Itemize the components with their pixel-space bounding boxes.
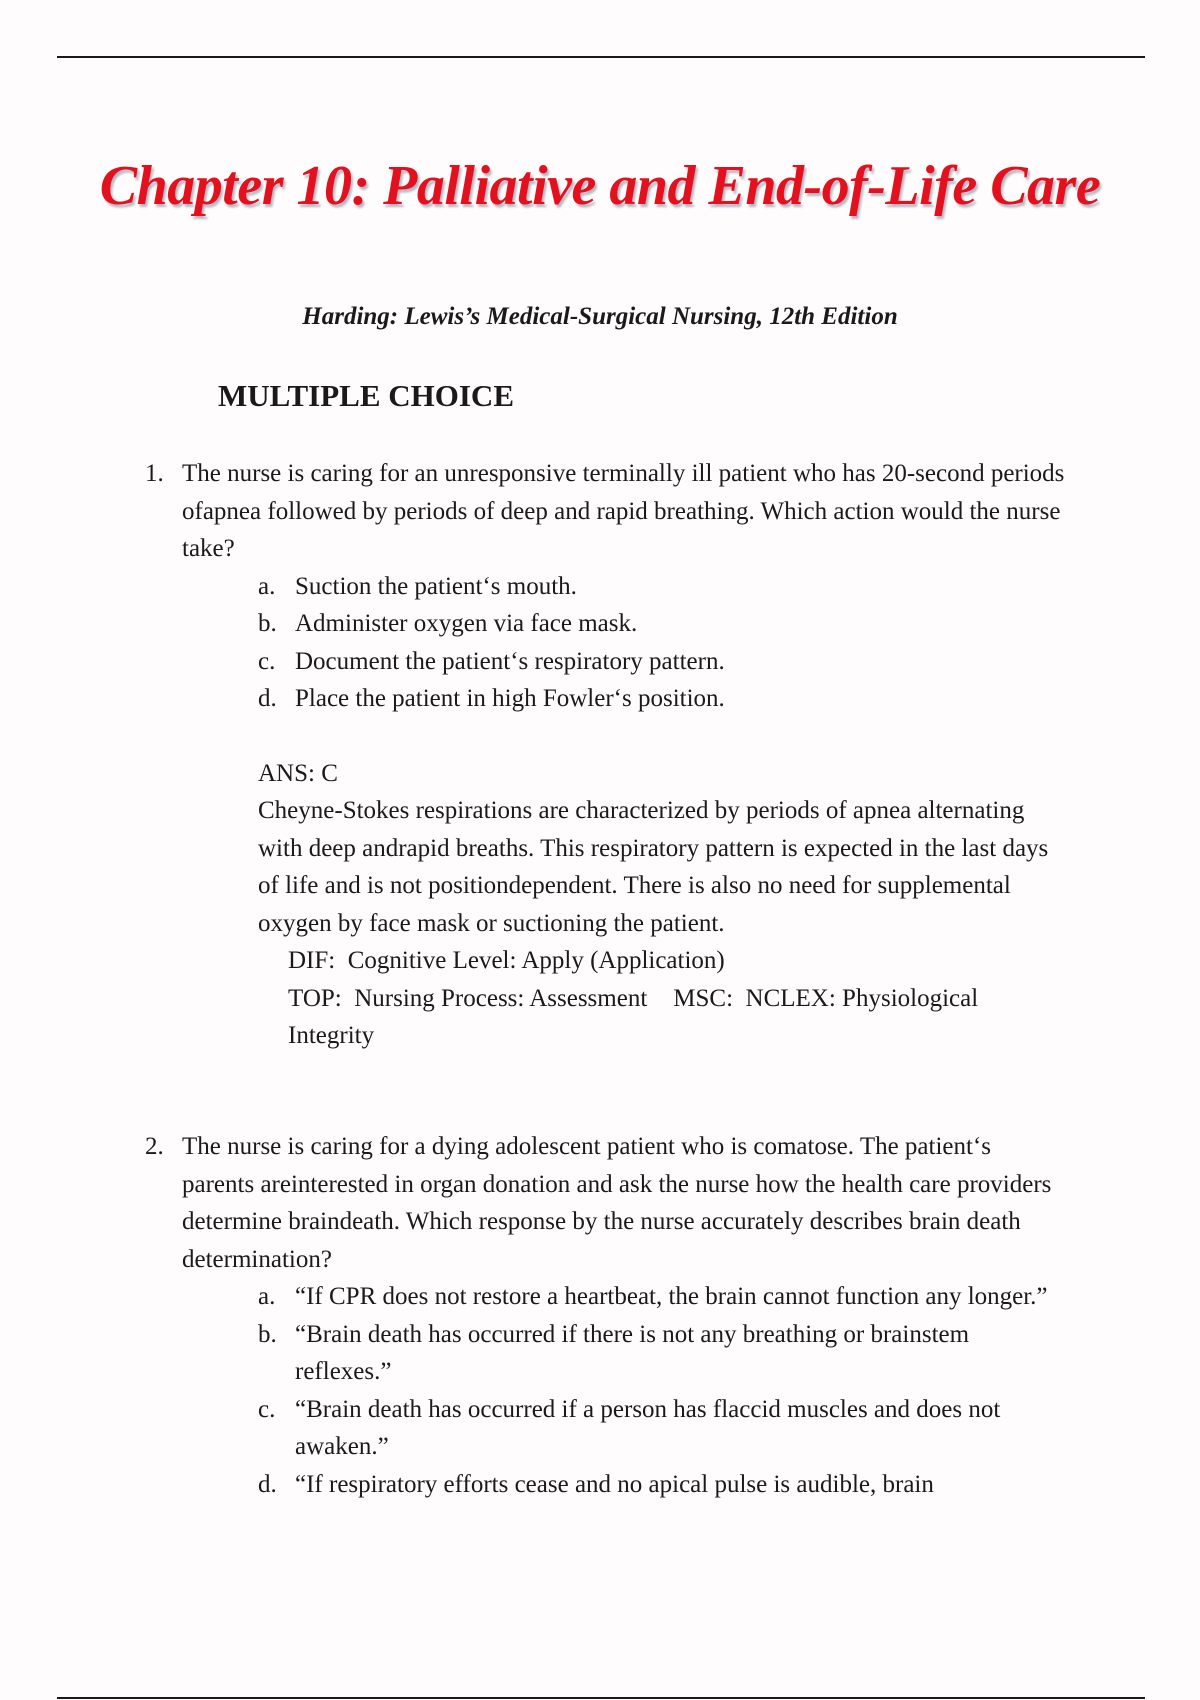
option-c bbox=[258, 1391, 1065, 1466]
option-b bbox=[258, 605, 1065, 643]
option-letter: a. bbox=[258, 1283, 276, 1310]
option-text: Administer oxygen via face mask. bbox=[295, 610, 638, 637]
option-letter: c. bbox=[258, 647, 276, 675]
msc-category: MSC: NCLEX: Physiological Integrity bbox=[288, 984, 985, 1049]
answer-rationale: Cheyne-Stokes respirations are characterized by periods of apnea alternating with deep andrapid breaths. This respiratory pattern is expected in the last days of life and is not positiondependent. There is also no need for supplemental oxygen by face mask or suctioning the patient. bbox=[258, 797, 1049, 937]
question-text: The nurse is caring for an unresponsive terminally ill patient who has 20-second periods ofapnea followed by periods of deep and rapid breathing. Which action would the nurse take? bbox=[182, 460, 1065, 562]
option-text: Place the patient in high Fowler‘s position. bbox=[295, 685, 725, 712]
bottom-rule bbox=[57, 1697, 1145, 1699]
option-text: “If CPR does not restore a heartbeat, the brain cannot function any longer.” bbox=[295, 1283, 1048, 1310]
option-letter: b. bbox=[258, 610, 277, 637]
question-stem bbox=[145, 455, 1065, 568]
difficulty-level: DIF: Cognitive Level: Apply (Application) bbox=[288, 947, 725, 974]
option-text: Document the patient‘s respiratory pattern. bbox=[295, 647, 725, 675]
option-c bbox=[258, 643, 1065, 681]
option-letter: c. bbox=[258, 1395, 276, 1423]
question-1 bbox=[145, 455, 1065, 1055]
chapter-title: Chapter 10: Palliative and End-of-Life Care bbox=[99, 155, 1101, 217]
option-d bbox=[258, 680, 1065, 718]
question-2 bbox=[145, 1128, 1065, 1503]
question-number: 2. bbox=[145, 1133, 164, 1160]
answer-options bbox=[258, 1278, 1065, 1503]
option-b bbox=[258, 1316, 1065, 1391]
topic-msc-row bbox=[288, 980, 1065, 1055]
option-text: “If respiratory efforts cease and no apical pulse is audible, brain bbox=[295, 1470, 934, 1498]
answer-key: ANS: C bbox=[258, 759, 338, 787]
book-subtitle: Harding: Lewis’s Medical-Surgical Nursing, 12th Edition bbox=[302, 303, 898, 330]
option-letter: d. bbox=[258, 1470, 277, 1498]
option-letter: d. bbox=[258, 685, 277, 712]
option-letter: a. bbox=[258, 572, 276, 600]
question-stem bbox=[145, 1128, 1065, 1278]
top-rule bbox=[57, 56, 1145, 58]
option-text: Suction the patient‘s mouth. bbox=[295, 572, 577, 600]
option-text: “Brain death has occurred if a person has flaccid muscles and does not awaken.” bbox=[295, 1395, 1001, 1460]
question-number: 1. bbox=[145, 460, 164, 487]
topic: TOP: Nursing Process: Assessment bbox=[288, 984, 648, 1012]
answer-options bbox=[258, 568, 1065, 718]
option-a bbox=[258, 1278, 1065, 1316]
option-d bbox=[258, 1466, 1065, 1504]
answer-block bbox=[258, 755, 1065, 1055]
option-text: “Brain death has occurred if there is not any breathing or brainstem reflexes.” bbox=[295, 1320, 970, 1385]
option-a bbox=[258, 568, 1065, 606]
option-letter: b. bbox=[258, 1320, 277, 1348]
section-heading: MULTIPLE CHOICE bbox=[218, 378, 514, 413]
question-metadata bbox=[288, 942, 1065, 1055]
question-text: The nurse is caring for a dying adolescent patient who is comatose. The patient‘s parents areinterested in organ donation and ask the nurse how the health care providers determine braindeath. Which response by the nurse accurately describes brain death determination? bbox=[182, 1133, 1052, 1273]
